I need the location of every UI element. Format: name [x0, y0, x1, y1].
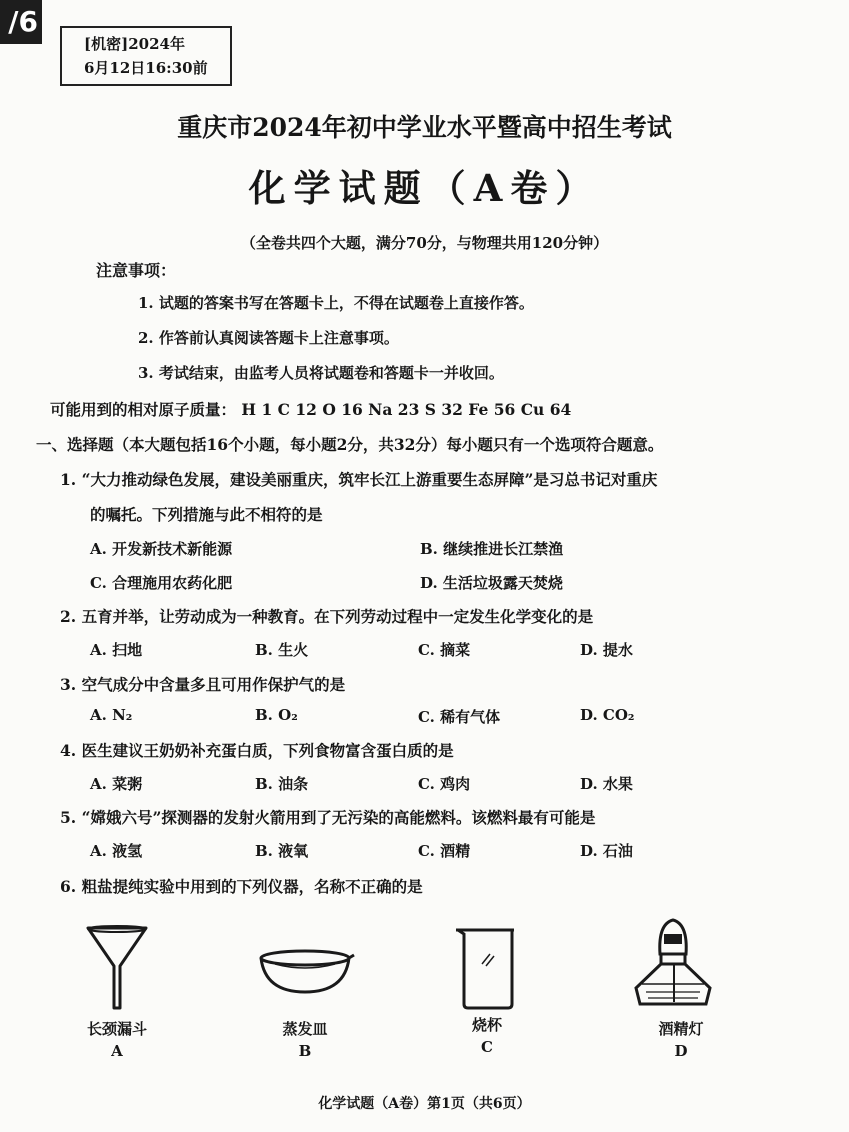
- question-1-stem-cont: 的嘱托。下列措施与此不相符的是: [90, 505, 323, 524]
- question-3-option-c: C. 稀有气体: [418, 708, 501, 726]
- question-5-option-d: D. 石油: [580, 842, 633, 860]
- funnel-icon: [82, 922, 152, 1012]
- notice-item-3: 3. 考试结束，由监考人员将试题卷和答题卡一并收回。: [138, 364, 504, 382]
- subject-title: 化学试题（A卷）: [248, 166, 601, 210]
- section-1-heading: 一、选择题（本大题包括16个小题，每小题2分，共32分）每小题只有一个选项符合题意。: [36, 435, 664, 454]
- question-1-option-d: D. 生活垃圾露天焚烧: [420, 574, 563, 592]
- question-5-option-a: A. 液氢: [90, 842, 143, 860]
- beaker-icon: [452, 924, 522, 1010]
- question-3-option-d: D. CO₂: [580, 706, 635, 724]
- evaporating-dish-icon: [255, 948, 355, 998]
- question-1-option-c: C. 合理施用农药化肥: [90, 574, 233, 592]
- question-4-option-c: C. 鸡肉: [418, 775, 471, 793]
- question-1-stem: 1. “大力推动绿色发展，建设美丽重庆，筑牢长江上游重要生态屏障”是习总书记对重庆: [60, 470, 658, 489]
- atomic-masses: 可能用到的相对原子质量： H 1 C 12 O 16 Na 23 S 32 Fe 56 Cu 64: [50, 400, 572, 419]
- confidential-box: [60, 26, 232, 86]
- question-5-option-b: B. 液氧: [255, 842, 309, 860]
- notice-heading: 注意事项：: [96, 261, 177, 280]
- exam-title: 重庆市2024年初中学业水平暨高中招生考试: [177, 113, 672, 142]
- question-4-option-d: D. 水果: [580, 775, 633, 793]
- apparatus-a-letter: A: [111, 1042, 123, 1060]
- question-5-option-c: C. 酒精: [418, 842, 471, 860]
- apparatus-d-letter: D: [674, 1042, 688, 1060]
- notice-item-1: 1. 试题的答案书写在答题卡上，不得在试题卷上直接作答。: [138, 294, 534, 312]
- question-3-stem: 3. 空气成分中含量多且可用作保护气的是: [60, 675, 346, 694]
- page-footer: 化学试题（A卷）第1页（共6页）: [318, 1096, 531, 1112]
- question-2-stem: 2. 五育并举，让劳动成为一种教育。在下列劳动过程中一定发生化学变化的是: [60, 607, 594, 626]
- notice-item-2: 2. 作答前认真阅读答题卡上注意事项。: [138, 329, 399, 347]
- alcohol-lamp-icon: [628, 914, 718, 1010]
- apparatus-d-label: 酒精灯: [658, 1020, 704, 1038]
- question-2-option-d: D. 提水: [580, 641, 633, 659]
- question-4-stem: 4. 医生建议王奶奶补充蛋白质，下列食物富含蛋白质的是: [60, 741, 454, 760]
- question-2-option-c: C. 摘菜: [418, 641, 471, 659]
- question-1-option-b: B. 继续推进长江禁渔: [420, 540, 564, 558]
- question-5-stem: 5. “嫦娥六号”探测器的发射火箭用到了无污染的高能燃料。该燃料最有可能是: [60, 808, 596, 827]
- page-corner-tab: /6: [0, 0, 42, 44]
- question-2-option-b: B. 生火: [255, 641, 309, 659]
- apparatus-b-letter: B: [298, 1042, 312, 1060]
- question-2-option-a: A. 扫地: [90, 641, 143, 659]
- confidential-line-1: [机密]2024年: [84, 35, 185, 53]
- question-3-option-a: A. N₂: [90, 706, 133, 724]
- question-3-option-b: B. O₂: [255, 706, 298, 724]
- question-4-option-a: A. 菜粥: [90, 775, 143, 793]
- apparatus-a-label: 长颈漏斗: [86, 1020, 147, 1038]
- question-4-option-b: B. 油条: [255, 775, 309, 793]
- question-6-stem: 6. 粗盐提纯实验中用到的下列仪器，名称不正确的是: [60, 877, 423, 896]
- exam-info: （全卷共四个大题，满分70分，与物理共用120分钟）: [240, 234, 609, 252]
- apparatus-c-label: 烧杯: [471, 1016, 502, 1034]
- confidential-line-2: 6月12日16:30前: [84, 59, 208, 77]
- apparatus-c-letter: C: [481, 1038, 493, 1056]
- apparatus-b-label: 蒸发皿: [282, 1020, 328, 1038]
- question-1-option-a: A. 开发新技术新能源: [90, 540, 233, 558]
